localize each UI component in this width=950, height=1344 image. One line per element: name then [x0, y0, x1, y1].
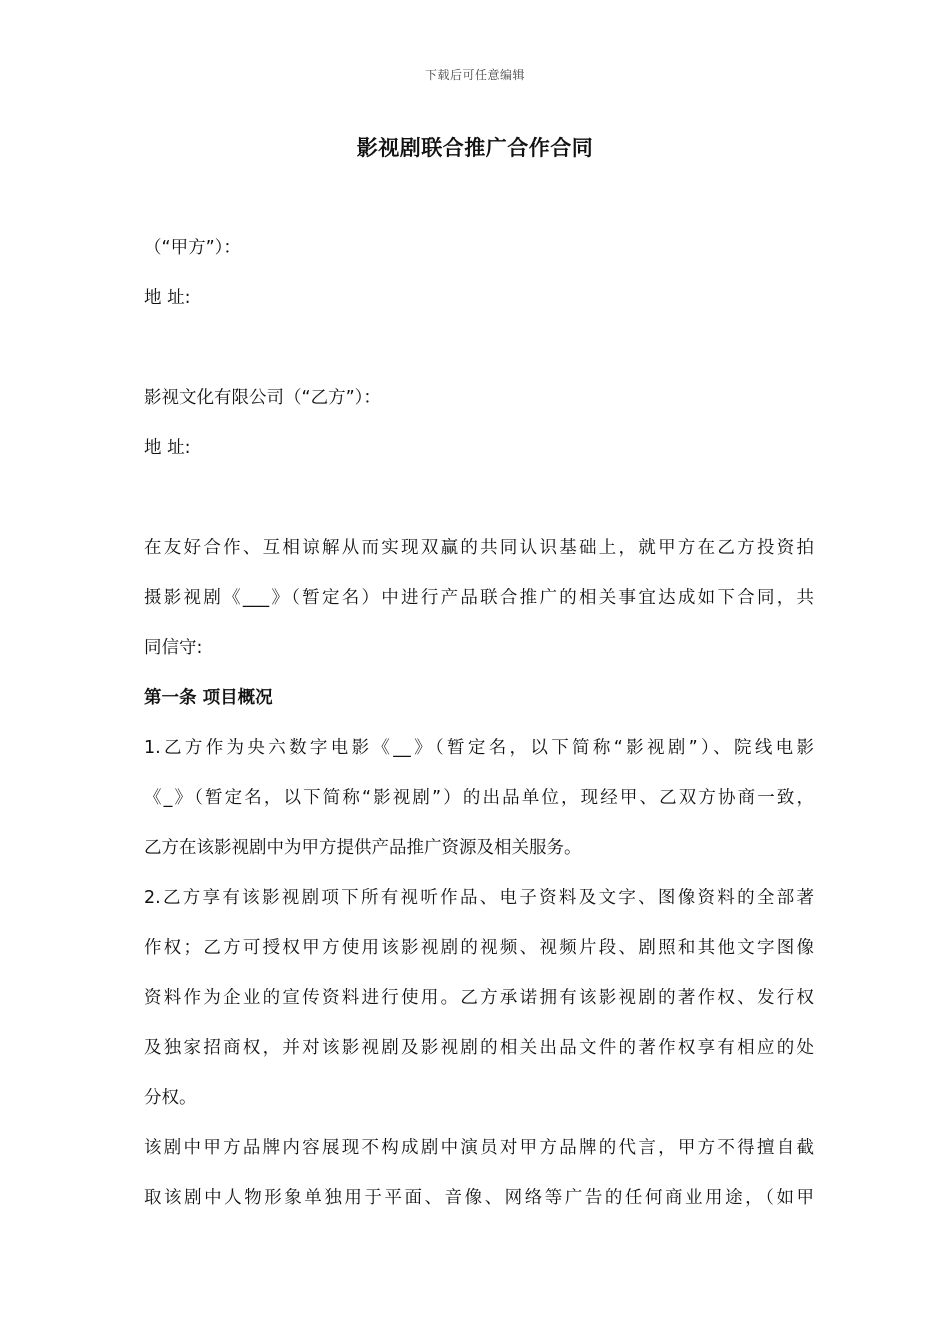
party-a-line: （“甲方”）：: [144, 238, 241, 258]
clause-3-line-2: 取该剧中人物形象单独用于平面、音像、网络等广告的任何商业用途，（如甲: [144, 1188, 814, 1208]
clause-1-line-3: 乙方在该影视剧中为甲方提供产品推广资源及相关服务。: [144, 838, 582, 858]
clause-2-line-3: 资料作为企业的宣传资料进行使用。乙方承诺拥有该影视剧的著作权、发行权: [144, 988, 814, 1008]
clause-2-line-2: 作权；乙方可授权甲方使用该影视剧的视频、视频片段、剧照和其他文字图像: [144, 938, 814, 958]
header-note: 下载后可任意编辑: [424, 68, 525, 82]
page-title: 影视剧联合推广合作合同: [356, 136, 594, 160]
clause-3-line-1: 该剧中甲方品牌内容展现不构成剧中演员对甲方品牌的代言，甲方不得擅自截: [144, 1138, 814, 1158]
party-b-line: 影视文化有限公司（“乙方”）：: [144, 388, 381, 408]
clause-1-line-1: 1.乙方作为央六数字电影《__》（暂定名，以下简称“影视剧”）、院线电影: [144, 738, 814, 758]
preamble-line-2: 摄影视剧《___》（暂定名）中进行产品联合推广的相关事宜达成如下合同，共: [144, 588, 814, 608]
article-1-heading: 第一条 项目概况: [144, 688, 273, 708]
party-a-address: 地 址:: [144, 288, 191, 308]
preamble-line-3: 同信守:: [144, 638, 203, 658]
party-b-address: 地 址:: [144, 438, 191, 458]
clause-2-line-1: 2.乙方享有该影视剧项下所有视听作品、电子资料及文字、图像资料的全部著: [144, 888, 814, 908]
clause-2-line-4: 及独家招商权，并对该影视剧及影视剧的相关出品文件的著作权享有相应的处: [144, 1038, 814, 1058]
clause-1-line-2: 《_》（暂定名，以下简称“影视剧”）的出品单位，现经甲、乙双方协商一致，: [144, 788, 814, 808]
clause-2-line-5: 分权。: [144, 1088, 197, 1108]
preamble-line-1: 在友好合作、互相谅解从而实现双赢的共同认识基础上，就甲方在乙方投资拍: [144, 538, 814, 558]
